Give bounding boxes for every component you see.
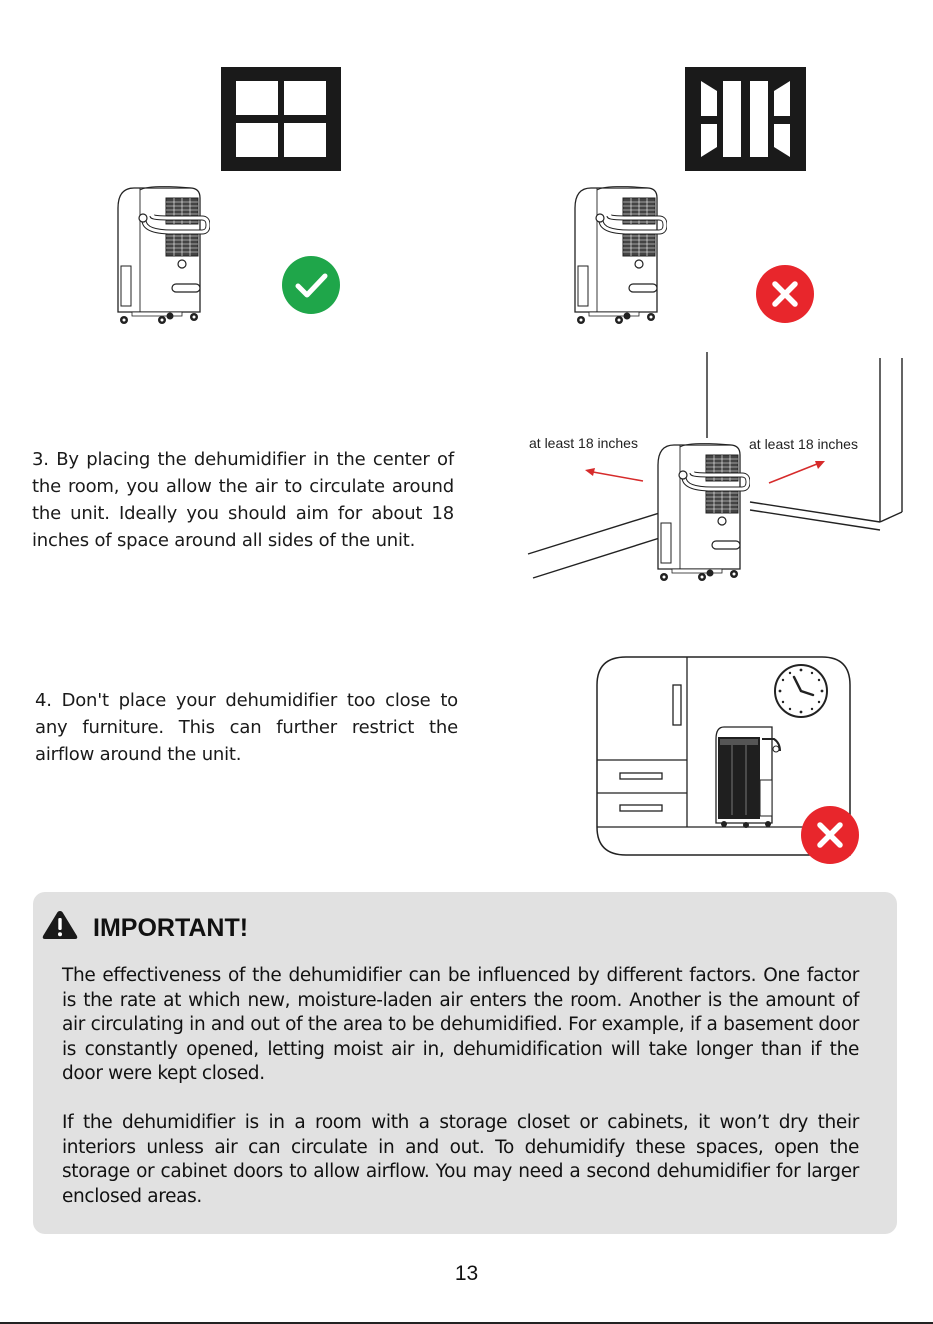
step-3-instructions [32, 446, 454, 554]
correct-badge [282, 256, 340, 314]
important-title: IMPORTANT! [93, 914, 249, 942]
x-icon [756, 265, 814, 323]
x-icon [801, 806, 859, 864]
step-4-instructions [35, 687, 458, 768]
step-3-text: 3. By placing the dehumidifier in the center of the room, you allow the air to circulate around the unit. Ideally you should aim for about 18 inches of space around all sides of the unit. [32, 449, 454, 551]
important-paragraph-1: The effectiveness of the dehumidifier can be influenced by different factors. One factor is the rate at which new, moisture-laden air enters the room. Another is the amount of air circulating in and out of the area to be dehumidified. For example, if a basement door is constantly opened, letting moist air in, dehumidification will take longer than if the door were kept closed. [62, 965, 859, 1085]
clearance-label-left: at least 18 inches [529, 435, 638, 451]
clock-icon [775, 665, 827, 717]
clearance-arrow-right [769, 461, 825, 483]
open-window-icon [685, 67, 806, 171]
page-number: 13 [454, 1262, 479, 1285]
important-paragraph-2: If the dehumidifier is in a room with a storage closet or cabinets, it won’t dry their interiors unless air can circulate in and out. To dehumidify these spaces, open the storage or cabinet doors to allow airflow. You may need a second dehumidifier for larger enclosed areas. [62, 1112, 859, 1207]
dehumidifier-near-furniture [716, 727, 780, 828]
dehumidifier-illustration-wrong [567, 180, 667, 330]
check-icon [282, 256, 340, 314]
step-4-text: 4. Don't place your dehumidifier too close to any furniture. This can further restrict the airflow around the unit. [35, 690, 458, 765]
clearance-label-right: at least 18 inches [749, 436, 858, 452]
warning-icon [41, 909, 79, 941]
dehumidifier-illustration-correct [110, 180, 210, 330]
room-clearance-illustration [525, 350, 910, 590]
clearance-arrow-left [585, 468, 643, 481]
closed-window-icon [221, 67, 341, 171]
